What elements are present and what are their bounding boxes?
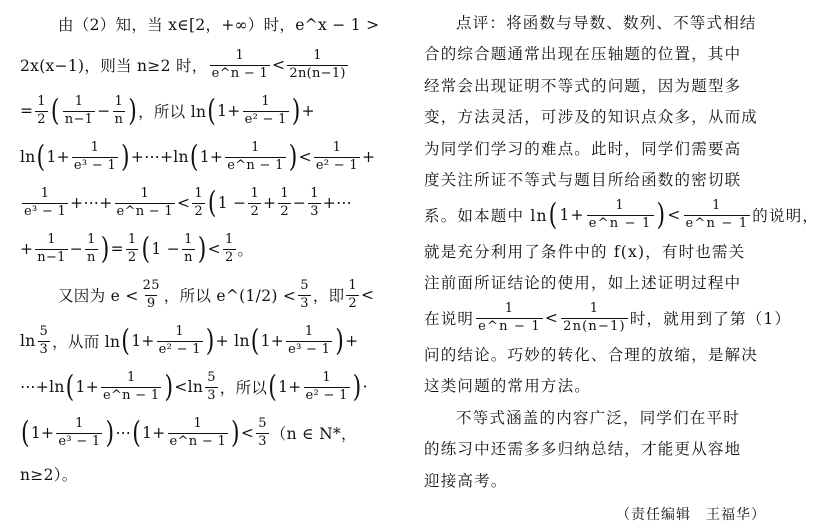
r-line-12: 这类问题的常用方法。 (424, 377, 592, 396)
r-line-9: 注前面所证结论的使用，如上述证明过程中 (424, 274, 742, 293)
r-line-14: 的练习中还需多多归纳总结，才能更从容地 (424, 440, 742, 459)
r-line-7: 系。如本题中 ln ( 1+ $\frac{1}{e\^{}n - 1}$ ) < $\frac{1}{e\^{}n - 1}$ 的说明， (424, 197, 819, 232)
line-11: n≥2）。 (20, 466, 78, 484)
fraction: $\frac{5}{3}$ (300, 277, 309, 311)
fraction: $\frac{1}{2}$ (280, 185, 289, 219)
line-2: 2x(x−1)，则当 n≥2 时， $\frac{1}{e\^{}n - 1}$ < $\frac{1}{2n(n-1)}$ (20, 47, 346, 81)
fraction: $\frac{1}{n}$ (114, 93, 124, 127)
fraction: $\frac{1}{e\^{}n - 1}$ (588, 197, 652, 231)
fraction: $\frac{1}{\text{e³ − 1}}$ (58, 415, 101, 449)
line-4: ln ( 1+ $\frac{1}{\text{e³ − 1}}$ ) +⋯+ln ( 1+ $\frac{1}{e\^{}n - 1}$ ) < $\frac{1}{\text{e² − 1}}$ + (20, 139, 376, 174)
fraction: $\frac{1}{e\^{}n - 1}$ (169, 415, 227, 449)
fraction: $\frac{1}{2}$ (127, 231, 137, 265)
text: 由（2）知，当 x∈[2，+∞）时，e^x − 1 > (58, 16, 380, 34)
line-9: ⋯+ln ( 1+ $\frac{1}{e\^{}n - 1}$ ) <ln $\frac{5}{3}$ ，所以 ( 1+ $\frac{1}{\text{e² − 1}}$ ) · (20, 369, 368, 404)
fraction: $\frac{5}{3}$ (258, 415, 267, 449)
commentary-column (424, 6, 819, 532)
fraction: $\frac{1}{e\^{}n - 1}$ (116, 185, 174, 219)
line-3: = $\frac{1}{2}$ ( $\frac{1}{n-1}$ − $\frac{1}{n}$ ) ，所以 ln ( 1+ $\frac{1}{\text{e² − 1}}$ ) + (20, 93, 315, 128)
fraction: $\frac{1}{n}$ (184, 231, 193, 265)
fraction: $\frac{1}{\text{e² − 1}}$ (244, 93, 287, 127)
line-6: + $\frac{1}{n-1}$ − $\frac{1}{n}$ ) = $\frac{1}{2}$ ( 1 − $\frac{1}{n}$ ) < $\frac{1}{2}$ 。 (20, 231, 254, 266)
r-line-15: 迎接高考。 (424, 471, 508, 490)
fraction: $\frac{1}{n}$ (87, 231, 96, 265)
fraction: $\frac{1}{n-1}$ (37, 231, 66, 265)
r-line-13: 不等式涵盖的内容广泛，同学们在平时 (456, 408, 740, 427)
r-line-2: 合的综合题通常出现在压轴题的位置，其中 (424, 45, 742, 64)
fraction: $\frac{1}{2n(n-1)}$ (563, 300, 626, 334)
r-line-8: 就是充分利用了条件中的 f(x)，有时也需关 (424, 242, 746, 261)
fraction: $\frac{1}{e\^{}n - 1}$ (211, 47, 269, 81)
editor-credit: （责任编辑 王福华） (616, 506, 766, 523)
fraction: $\frac{1}{\text{e³ − 1}}$ (24, 185, 67, 219)
r-line-5: 为同学们学习的难点。此时，同学们需要高 (424, 139, 742, 158)
fraction: $\frac{1}{n-1}$ (64, 93, 94, 127)
fraction: $\frac{1}{e\^{}n - 1}$ (685, 197, 749, 231)
fraction: $\frac{1}{\text{e³ − 1}}$ (288, 323, 331, 357)
line-8: ln $\frac{5}{3}$ ，从而 ln ( 1+ $\frac{1}{\text{e² − 1}}$ ) + ln ( 1+ $\frac{1}{\text{e³ − 1}}$ ) + (20, 323, 359, 358)
fraction: $\frac{1}{e\^{}n - 1}$ (227, 139, 284, 173)
r-line-6: 度关注所证不等式与题目所给函数的密切联 (424, 171, 742, 190)
text: 2x(x−1)，则当 n≥2 时， (20, 57, 208, 75)
r-line-11: 问的结论。巧妙的转化、合理的放缩，是解决 (424, 345, 759, 364)
fraction: $\frac{1}{e\^{}n - 1}$ (478, 300, 541, 334)
fraction: $\frac{1}{3}$ (310, 185, 319, 219)
fraction: $\frac{1}{2}$ (348, 277, 357, 311)
fraction: $\frac{5}{3}$ (207, 369, 216, 403)
fraction: $\frac{25}{9}$ (142, 277, 160, 311)
r-line-4: 变，方法灵活，可涉及的知识点众多，从而成 (424, 108, 759, 127)
fraction: $\frac{1}{2}$ (194, 185, 203, 219)
line-7: 又因为 e < $\frac{25}{9}$ ，所以 e^(1/2) < $\frac{5}{3}$ ，即 $\frac{1}{2}$ < (58, 277, 375, 311)
line-10: ( 1+ $\frac{1}{\text{e³ − 1}}$ ) ⋯ ( 1+ $\frac{1}{e\^{}n - 1}$ ) < $\frac{5}{3}$ （n ∈ N*， (21, 415, 357, 450)
r-line-1: 点评：将函数与导数、数列、不等式相结 (456, 13, 757, 32)
fraction: $\frac{1}{\text{e² − 1}}$ (158, 323, 201, 357)
fraction: $\frac{1}{2}$ (250, 185, 260, 219)
fraction: $\frac{1}{\text{e² − 1}}$ (315, 139, 359, 173)
line-1 (20, 6, 392, 42)
solution-column (20, 6, 392, 492)
line-5: $\frac{1}{\text{e³ − 1}}$ +⋯+ $\frac{1}{e\^{}n - 1}$ < $\frac{1}{2}$ ( 1 − $\frac{1}{2}$ + $\frac{1}{2}$ − $\frac{1}{3}$ +⋯ (24, 185, 352, 220)
fraction: $\frac{1}{2}$ (224, 231, 234, 265)
r-line-10: 在说明 $\frac{1}{e\^{}n - 1}$ < $\frac{1}{2n(n-1)}$ 时，就用到了第（1） (424, 300, 792, 334)
fraction: $\frac{1}{\text{e³ − 1}}$ (73, 139, 117, 173)
r-line-3: 经常会出现证明不等式的问题，因为题型多 (424, 76, 742, 95)
fraction: $\frac{1}{2}$ (37, 93, 46, 127)
fraction: $\frac{5}{3}$ (39, 323, 49, 357)
fraction: $\frac{1}{\text{e² − 1}}$ (305, 369, 348, 403)
fraction: $\frac{1}{2n(n-1)}$ (289, 47, 346, 81)
fraction: $\frac{1}{e\^{}n - 1}$ (102, 369, 160, 403)
